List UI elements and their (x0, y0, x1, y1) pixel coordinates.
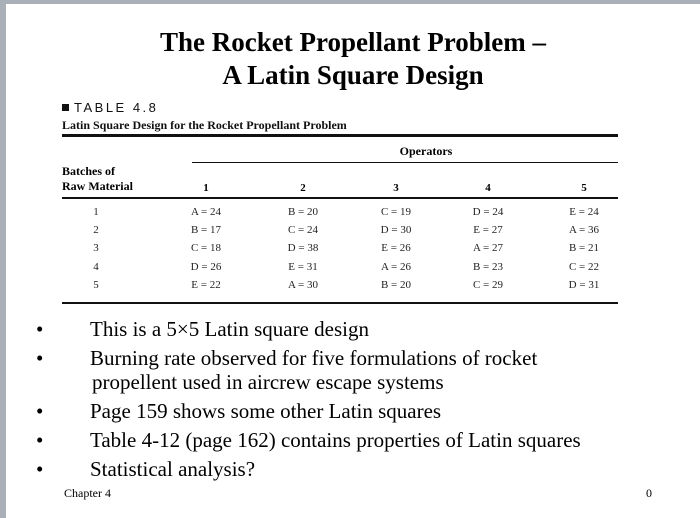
bullet-text: Page 159 shows some other Latin squares (90, 399, 442, 423)
table-cell: E = 24 (569, 206, 599, 218)
bullet-text: Table 4-12 (page 162) contains properties of Latin squares (90, 428, 581, 452)
batch-number: 2 (93, 224, 99, 236)
footer-page-number: 0 (646, 486, 652, 500)
table-cell: B = 17 (190, 224, 222, 236)
slide (6, 4, 700, 518)
bullet-text: propellent used in aircrew escape systems (92, 370, 444, 394)
bullet-text: Statistical analysis? (90, 457, 256, 481)
operator-column-2: 2 (300, 182, 306, 194)
table-cell: E = 31 (288, 261, 318, 273)
table-cell: A = 36 (568, 224, 600, 236)
batches-header-line-2: Raw Material (62, 179, 133, 193)
table-cell: B = 21 (568, 242, 600, 254)
table-cell: E = 26 (381, 242, 411, 254)
table-cell: C = 22 (568, 261, 600, 273)
operator-column-3: 3 (393, 182, 399, 194)
table-cell: D = 26 (190, 261, 222, 273)
bullet-dot-icon: • (36, 428, 44, 452)
slide-title-line-1: The Rocket Propellant Problem – (160, 27, 546, 57)
batches-header-line-1: Batches of (62, 164, 115, 178)
table-top-rule (62, 134, 618, 137)
table-cell: A = 24 (190, 206, 222, 218)
table-cell: A = 27 (472, 242, 504, 254)
square-bullet-icon (62, 104, 69, 111)
bullet-dot-icon: • (36, 317, 44, 341)
bullet-dot-icon: • (36, 457, 44, 481)
table-cell: C = 24 (287, 224, 319, 236)
table-label (62, 100, 158, 115)
bullet-dot-icon: • (36, 399, 44, 423)
batch-number: 4 (93, 261, 99, 273)
batch-number: 1 (93, 206, 99, 218)
table-cell: B = 20 (380, 279, 412, 291)
table-cell: D = 24 (472, 206, 504, 218)
operators-underline (192, 162, 618, 163)
slide-title-line-2: A Latin Square Design (222, 60, 484, 90)
table-cell: A = 30 (287, 279, 319, 291)
table-cell: C = 29 (472, 279, 504, 291)
bullet-text: This is a 5×5 Latin square design (90, 317, 369, 341)
table-cell: D = 31 (568, 279, 600, 291)
bullet-dot-icon: • (36, 346, 44, 370)
table-cell: E = 22 (191, 279, 221, 291)
operator-column-1: 1 (203, 182, 209, 194)
bullet-text: Burning rate observed for five formulations of rocket (90, 346, 538, 370)
operator-column-4: 4 (485, 182, 491, 194)
footer-chapter: Chapter 4 (64, 486, 111, 500)
slide-title (6, 26, 700, 92)
header-bottom-rule (62, 197, 618, 199)
batch-number: 5 (93, 279, 99, 291)
table-cell: A = 26 (380, 261, 412, 273)
table-caption: Latin Square Design for the Rocket Propellant Problem (62, 118, 347, 132)
table-cell: C = 18 (190, 242, 222, 254)
table-cell: E = 27 (473, 224, 503, 236)
table-bottom-rule (62, 302, 618, 304)
operator-column-5: 5 (581, 182, 587, 194)
table-cell: B = 23 (472, 261, 504, 273)
table-cell: D = 38 (287, 242, 319, 254)
table-label-text: TABLE 4.8 (74, 100, 159, 115)
batches-header (62, 164, 133, 194)
operators-header: Operators (399, 144, 453, 158)
table-cell: C = 19 (380, 206, 412, 218)
table-cell: B = 20 (287, 206, 319, 218)
batch-number: 3 (93, 242, 99, 254)
table-cell: D = 30 (380, 224, 412, 236)
